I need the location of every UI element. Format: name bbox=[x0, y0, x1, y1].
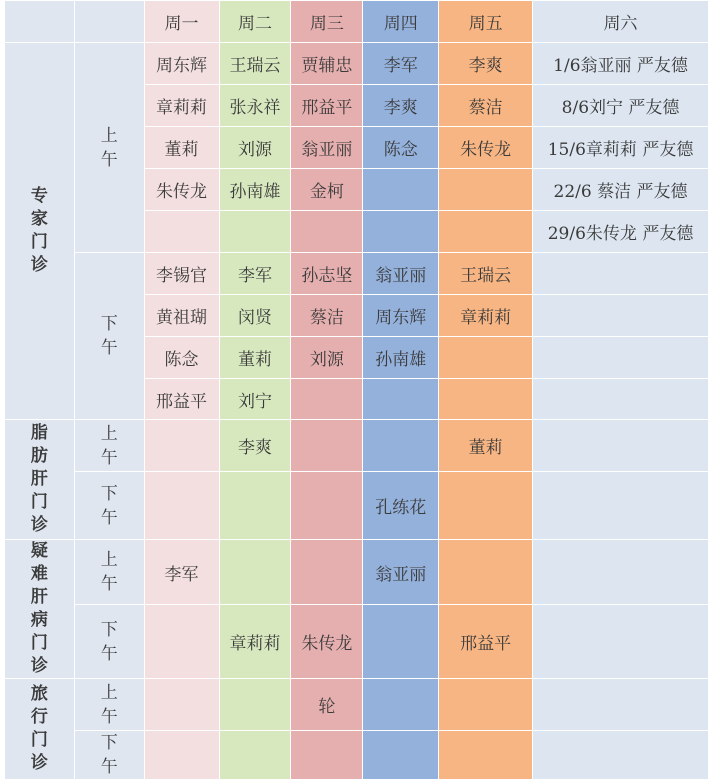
period-text: 下午 bbox=[100, 483, 118, 528]
schedule-cell-wed: 贾辅忠 bbox=[291, 43, 363, 85]
day-header-sat: 周六 bbox=[533, 1, 709, 43]
schedule-cell-wed: 轮 bbox=[291, 679, 363, 731]
schedule-cell-tue: 刘源 bbox=[219, 127, 291, 169]
schedule-cell-mon bbox=[144, 420, 219, 472]
schedule-cell-wed bbox=[291, 379, 363, 420]
schedule-cell-mon: 周东辉 bbox=[144, 43, 219, 85]
schedule-cell-fri bbox=[439, 731, 533, 780]
schedule-cell-fri bbox=[439, 337, 533, 379]
schedule-cell-mon: 章莉莉 bbox=[144, 85, 219, 127]
schedule-cell-fri bbox=[439, 679, 533, 731]
schedule-cell-thu: 孔练花 bbox=[363, 472, 439, 540]
schedule-cell-tue: 李爽 bbox=[219, 420, 291, 472]
schedule-cell-tue bbox=[219, 731, 291, 780]
period-label bbox=[74, 420, 144, 472]
schedule-cell-thu: 周东辉 bbox=[363, 295, 439, 337]
schedule-cell-wed: 蔡洁 bbox=[291, 295, 363, 337]
table-row bbox=[5, 253, 709, 295]
period-label bbox=[74, 472, 144, 540]
day-header-wed: 周三 bbox=[291, 1, 363, 43]
schedule-cell-sat bbox=[533, 731, 709, 780]
period-text: 上午 bbox=[100, 682, 118, 727]
day-header-tue: 周二 bbox=[219, 1, 291, 43]
table-row bbox=[5, 540, 709, 605]
category-label bbox=[5, 43, 75, 420]
schedule-cell-thu: 陈念 bbox=[363, 127, 439, 169]
schedule-cell-thu: 翁亚丽 bbox=[363, 540, 439, 605]
schedule-cell-fri bbox=[439, 540, 533, 605]
schedule-cell-mon bbox=[144, 731, 219, 780]
table-row bbox=[5, 420, 709, 472]
period-label bbox=[74, 253, 144, 420]
period-text: 上午 bbox=[100, 550, 118, 595]
schedule-cell-mon: 朱传龙 bbox=[144, 169, 219, 211]
table-row bbox=[5, 43, 709, 85]
schedule-cell-sat: 22/6 蔡洁 严友德 bbox=[533, 169, 709, 211]
period-text: 下午 bbox=[100, 619, 118, 664]
schedule-cell-wed: 朱传龙 bbox=[291, 605, 363, 679]
schedule-cell-thu bbox=[363, 169, 439, 211]
schedule-cell-mon: 黄祖瑚 bbox=[144, 295, 219, 337]
schedule-cell-wed bbox=[291, 472, 363, 540]
schedule-cell-sat bbox=[533, 379, 709, 420]
corner-blank-cell bbox=[5, 1, 75, 43]
schedule-cell-tue: 王瑞云 bbox=[219, 43, 291, 85]
schedule-cell-tue: 孙南雄 bbox=[219, 169, 291, 211]
schedule-cell-sat: 8/6刘宁 严友德 bbox=[533, 85, 709, 127]
schedule-cell-wed bbox=[291, 731, 363, 780]
period-label bbox=[74, 731, 144, 780]
schedule-cell-sat bbox=[533, 472, 709, 540]
header-row bbox=[5, 1, 709, 43]
schedule-cell-fri bbox=[439, 379, 533, 420]
period-text: 下午 bbox=[100, 733, 118, 777]
schedule-cell-tue bbox=[219, 211, 291, 253]
schedule-cell-wed: 刘源 bbox=[291, 337, 363, 379]
schedule-cell-tue bbox=[219, 540, 291, 605]
category-label bbox=[5, 540, 75, 679]
period-label bbox=[74, 540, 144, 605]
schedule-cell-mon bbox=[144, 679, 219, 731]
table-row bbox=[5, 731, 709, 780]
schedule-cell-sat: 1/6翁亚丽 严友德 bbox=[533, 43, 709, 85]
period-label bbox=[74, 605, 144, 679]
category-text: 专家门诊 bbox=[30, 186, 48, 275]
schedule-cell-sat: 15/6章莉莉 严友德 bbox=[533, 127, 709, 169]
schedule-cell-thu bbox=[363, 211, 439, 253]
schedule-cell-tue: 李军 bbox=[219, 253, 291, 295]
schedule-cell-fri bbox=[439, 211, 533, 253]
category-label bbox=[5, 420, 75, 540]
schedule-cell-thu bbox=[363, 420, 439, 472]
schedule-cell-sat bbox=[533, 605, 709, 679]
schedule-cell-wed bbox=[291, 211, 363, 253]
schedule-cell-wed: 孙志坚 bbox=[291, 253, 363, 295]
schedule-cell-wed: 邢益平 bbox=[291, 85, 363, 127]
schedule-cell-fri: 朱传龙 bbox=[439, 127, 533, 169]
schedule-cell-fri: 李爽 bbox=[439, 43, 533, 85]
schedule-cell-thu: 翁亚丽 bbox=[363, 253, 439, 295]
schedule-cell-sat: 29/6朱传龙 严友德 bbox=[533, 211, 709, 253]
day-header-fri: 周五 bbox=[439, 1, 533, 43]
schedule-cell-tue: 闵贤 bbox=[219, 295, 291, 337]
schedule-cell-thu: 孙南雄 bbox=[363, 337, 439, 379]
corner-blank-cell bbox=[74, 1, 144, 43]
schedule-cell-fri: 蔡洁 bbox=[439, 85, 533, 127]
category-text: 疑难肝病门诊 bbox=[30, 541, 48, 676]
category-label bbox=[5, 679, 75, 780]
schedule-cell-wed: 翁亚丽 bbox=[291, 127, 363, 169]
schedule-cell-thu bbox=[363, 731, 439, 780]
schedule-cell-thu bbox=[363, 679, 439, 731]
schedule-cell-tue bbox=[219, 679, 291, 731]
day-header-thu: 周四 bbox=[363, 1, 439, 43]
schedule-cell-fri: 章莉莉 bbox=[439, 295, 533, 337]
table-row bbox=[5, 679, 709, 731]
period-label bbox=[74, 679, 144, 731]
schedule-cell-sat bbox=[533, 253, 709, 295]
schedule-cell-mon: 陈念 bbox=[144, 337, 219, 379]
schedule-table bbox=[4, 0, 709, 780]
schedule-cell-mon: 邢益平 bbox=[144, 379, 219, 420]
schedule-cell-tue: 张永祥 bbox=[219, 85, 291, 127]
schedule-cell-tue: 刘宁 bbox=[219, 379, 291, 420]
category-text: 脂肪肝门诊 bbox=[30, 423, 48, 535]
schedule-cell-thu bbox=[363, 605, 439, 679]
schedule-cell-fri bbox=[439, 169, 533, 211]
schedule-cell-tue: 章莉莉 bbox=[219, 605, 291, 679]
schedule-cell-fri bbox=[439, 472, 533, 540]
table-row bbox=[5, 472, 709, 540]
schedule-cell-sat bbox=[533, 337, 709, 379]
schedule-cell-mon: 李锡官 bbox=[144, 253, 219, 295]
schedule-cell-thu bbox=[363, 379, 439, 420]
schedule-cell-sat bbox=[533, 540, 709, 605]
schedule-cell-wed: 金柯 bbox=[291, 169, 363, 211]
day-header-mon: 周一 bbox=[144, 1, 219, 43]
period-text: 下午 bbox=[100, 314, 118, 358]
schedule-cell-wed bbox=[291, 540, 363, 605]
schedule-cell-mon: 李军 bbox=[144, 540, 219, 605]
schedule-cell-fri: 王瑞云 bbox=[439, 253, 533, 295]
schedule-cell-sat bbox=[533, 295, 709, 337]
schedule-cell-tue bbox=[219, 472, 291, 540]
schedule-cell-sat bbox=[533, 679, 709, 731]
table-row bbox=[5, 605, 709, 679]
schedule-cell-fri: 董莉 bbox=[439, 420, 533, 472]
category-text: 旅行门诊 bbox=[30, 684, 48, 773]
schedule-cell-mon bbox=[144, 211, 219, 253]
period-text: 上午 bbox=[100, 125, 118, 170]
period-label bbox=[74, 43, 144, 253]
schedule-cell-mon bbox=[144, 472, 219, 540]
schedule-cell-tue: 董莉 bbox=[219, 337, 291, 379]
schedule-cell-mon bbox=[144, 605, 219, 679]
schedule-cell-mon: 董莉 bbox=[144, 127, 219, 169]
schedule-cell-wed bbox=[291, 420, 363, 472]
period-text: 上午 bbox=[100, 423, 118, 468]
schedule-cell-thu: 李爽 bbox=[363, 85, 439, 127]
schedule-cell-fri: 邢益平 bbox=[439, 605, 533, 679]
schedule-cell-thu: 李军 bbox=[363, 43, 439, 85]
schedule-cell-sat bbox=[533, 420, 709, 472]
